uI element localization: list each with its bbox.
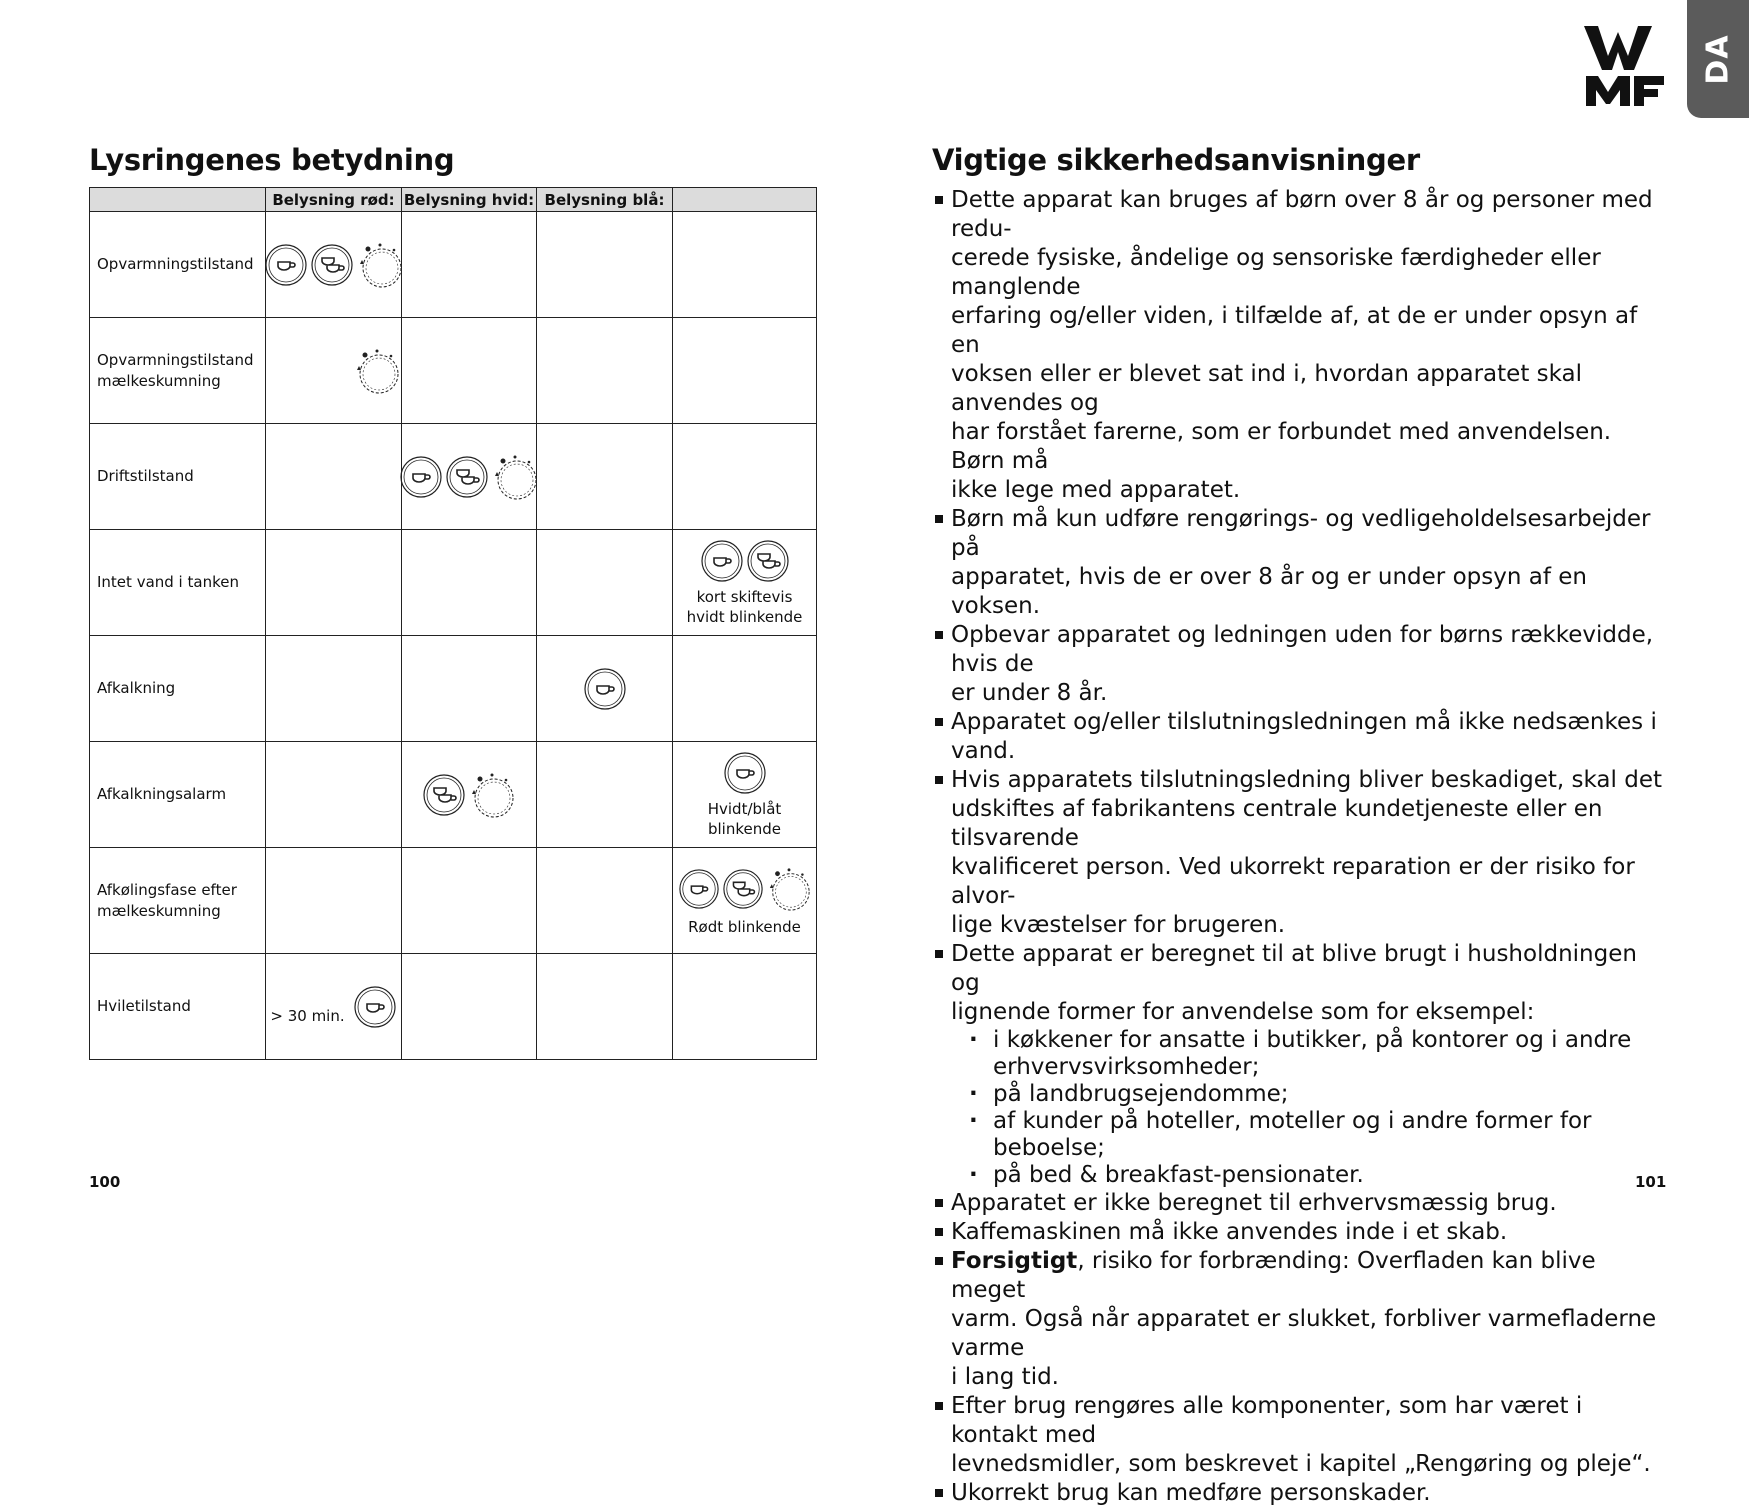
cell-note [673,318,817,424]
wmf-logo [1584,26,1668,108]
cell-blue [537,530,673,636]
page-number-right: 101 [1635,1173,1667,1191]
table-row [90,636,817,742]
cell-red [266,318,402,424]
item-text: Dette apparat er beregnet til at blive brugt i husholdningen og lignende former for anvendelse som for eksempel: [951,941,1637,1025]
cup-button-icon [353,985,397,1029]
item-text: Opbevar apparatet og ledningen uden for børns rækkevidde, hvis de er under 8 år. [951,622,1654,706]
cell-white [402,318,537,424]
cell-note [673,848,817,954]
blink-note: Hvidt/blåt blinkende [707,799,782,838]
dial-icon [491,452,539,502]
list-item [932,940,1662,1189]
row-label: Opvarmningstilstand mælkeskumning [90,318,266,424]
item-text: Børn må kun udføre rengørings- og vedligeholdelsesarbejder på apparatet, hvis de er over 8 år og er under opsyn af en voksen. [951,506,1651,619]
dial-icon [353,346,401,396]
list-item [932,766,1662,940]
cell-red [266,742,402,848]
cell-blue [537,742,673,848]
header-empty-2 [673,188,817,212]
dial-icon [468,770,516,820]
double-cup-button-icon [445,455,489,499]
list-item [932,708,1662,766]
header-empty [90,188,266,212]
caution-label: Forsigtigt [951,1248,1078,1274]
dial-icon [766,865,812,913]
item-text: Efter brug rengøres alle komponenter, som har været i kontakt med levnedsmidler, som beskrevet i kapitel „Rengøring og pleje“. [951,1393,1651,1477]
language-tab [1687,0,1749,118]
cell-white [402,212,537,318]
item-text: Kaffemaskinen må ikke anvendes inde i et skab. [951,1219,1508,1245]
cell-note [673,954,817,1060]
idle-time-note: > 30 min. [270,1006,345,1025]
cell-red [266,424,402,530]
cell-white [402,424,537,530]
page-number-left: 100 [89,1173,121,1191]
cell-note [673,530,817,636]
sub-list-item: · på landbrugsejendomme; [991,1081,1662,1108]
cell-note [673,424,817,530]
cell-note [673,742,817,848]
double-cup-button-icon [422,773,466,817]
cell-red [266,636,402,742]
cup-button-icon [700,539,744,583]
cell-blue [537,636,673,742]
sub-list-item: · af kunder på hoteller, moteller og i andre former for beboelse; [991,1108,1662,1162]
item-text: Dette apparat kan bruges af børn over 8 år og personer med redu- cerede fysiske, åndelige og sensoriske færdigheder eller manglende erfaring og/eller viden, i tilfælde af, at de er under opsyn af en voksen eller er blevet sat ind i, hvordan apparatet skal anvendes og har forstået farerne, som er forbundet med anvendelsen. Børn må ikke lege med apparatet. [951,187,1653,503]
table-header-row [90,188,817,212]
cup-button-icon [583,667,627,711]
item-text: Ukorrekt brug kan medføre personskader. [951,1480,1431,1506]
cell-white [402,636,537,742]
cell-white [402,954,537,1060]
dial-icon [356,240,404,290]
list-item [932,621,1662,708]
row-label: Intet vand i tanken [90,530,266,636]
item-text: Hvis apparatets tilslutningsledning bliver beskadiget, skal det udskiftes af fabrikantens centrale kundetjeneste eller en tilsvarende kvalificeret person. Ved ukorrekt reparation er der risiko for alvor- lige kvæstelser for brugeren. [951,767,1662,938]
list-item [932,1218,1662,1247]
item-text: Apparatet og/eller tilslutningsledningen må ikke nedsænkes i vand. [951,709,1657,764]
cup-button-icon [399,455,443,499]
header-red: Belysning rød: [266,188,402,212]
blink-note: Rødt blinkende [688,917,801,936]
cell-blue [537,848,673,954]
cell-red [266,212,402,318]
table-row [90,954,817,1060]
row-label: Afkalkningsalarm [90,742,266,848]
row-label: Driftstilstand [90,424,266,530]
list-item [932,1247,1662,1392]
double-cup-button-icon [746,539,790,583]
item-text: , risiko for forbrænding: Overfladen kan blive meget varm. Også når apparatet er slukket, forbliver varmefladerne varme i lang tid. [951,1248,1657,1390]
light-ring-table [89,187,817,1060]
list-item [932,186,1662,505]
table-row [90,424,817,530]
sub-list-item: · i køkkener for ansatte i butikker, på kontorer og i andre erhvervsvirksomheder; [991,1027,1662,1081]
cup-button-icon [723,751,767,795]
cell-white [402,742,537,848]
double-cup-button-icon [722,868,764,910]
cell-red [266,848,402,954]
cell-blue [537,212,673,318]
table-row [90,530,817,636]
cell-white [402,530,537,636]
item-text: Apparatet er ikke beregnet til erhvervsmæssig brug. [951,1190,1557,1216]
cup-button-icon [678,868,720,910]
list-item [932,1479,1662,1508]
list-item [932,505,1662,621]
list-item [932,1189,1662,1218]
safety-list [932,186,1662,1508]
header-white: Belysning hvid: [402,188,537,212]
row-label: Opvarmningstilstand [90,212,266,318]
sub-list-item: · på bed & breakfast-pensionater. [991,1162,1662,1189]
row-label: Afkølingsfase efter mælkeskumning [90,848,266,954]
lights-heading: Lysringenes betydning [89,143,455,177]
table-row [90,742,817,848]
language-tab-label: DA [1700,33,1736,85]
double-cup-button-icon [310,243,354,287]
cell-blue [537,954,673,1060]
blink-note: kort skiftevis hvidt blinkende [686,587,803,626]
cell-note [673,636,817,742]
row-label: Afkalkning [90,636,266,742]
row-label: Hviletilstand [90,954,266,1060]
cell-white [402,848,537,954]
cell-note [673,212,817,318]
cell-red [266,954,402,1060]
safety-heading: Vigtige sikkerhedsanvisninger [932,143,1420,177]
table-row [90,848,817,954]
cell-blue [537,318,673,424]
table-row [90,318,817,424]
cup-button-icon [264,243,308,287]
header-blue: Belysning blå: [537,188,673,212]
table-row [90,212,817,318]
cell-red [266,530,402,636]
sub-list [951,1027,1662,1189]
cell-blue [537,424,673,530]
list-item [932,1392,1662,1479]
